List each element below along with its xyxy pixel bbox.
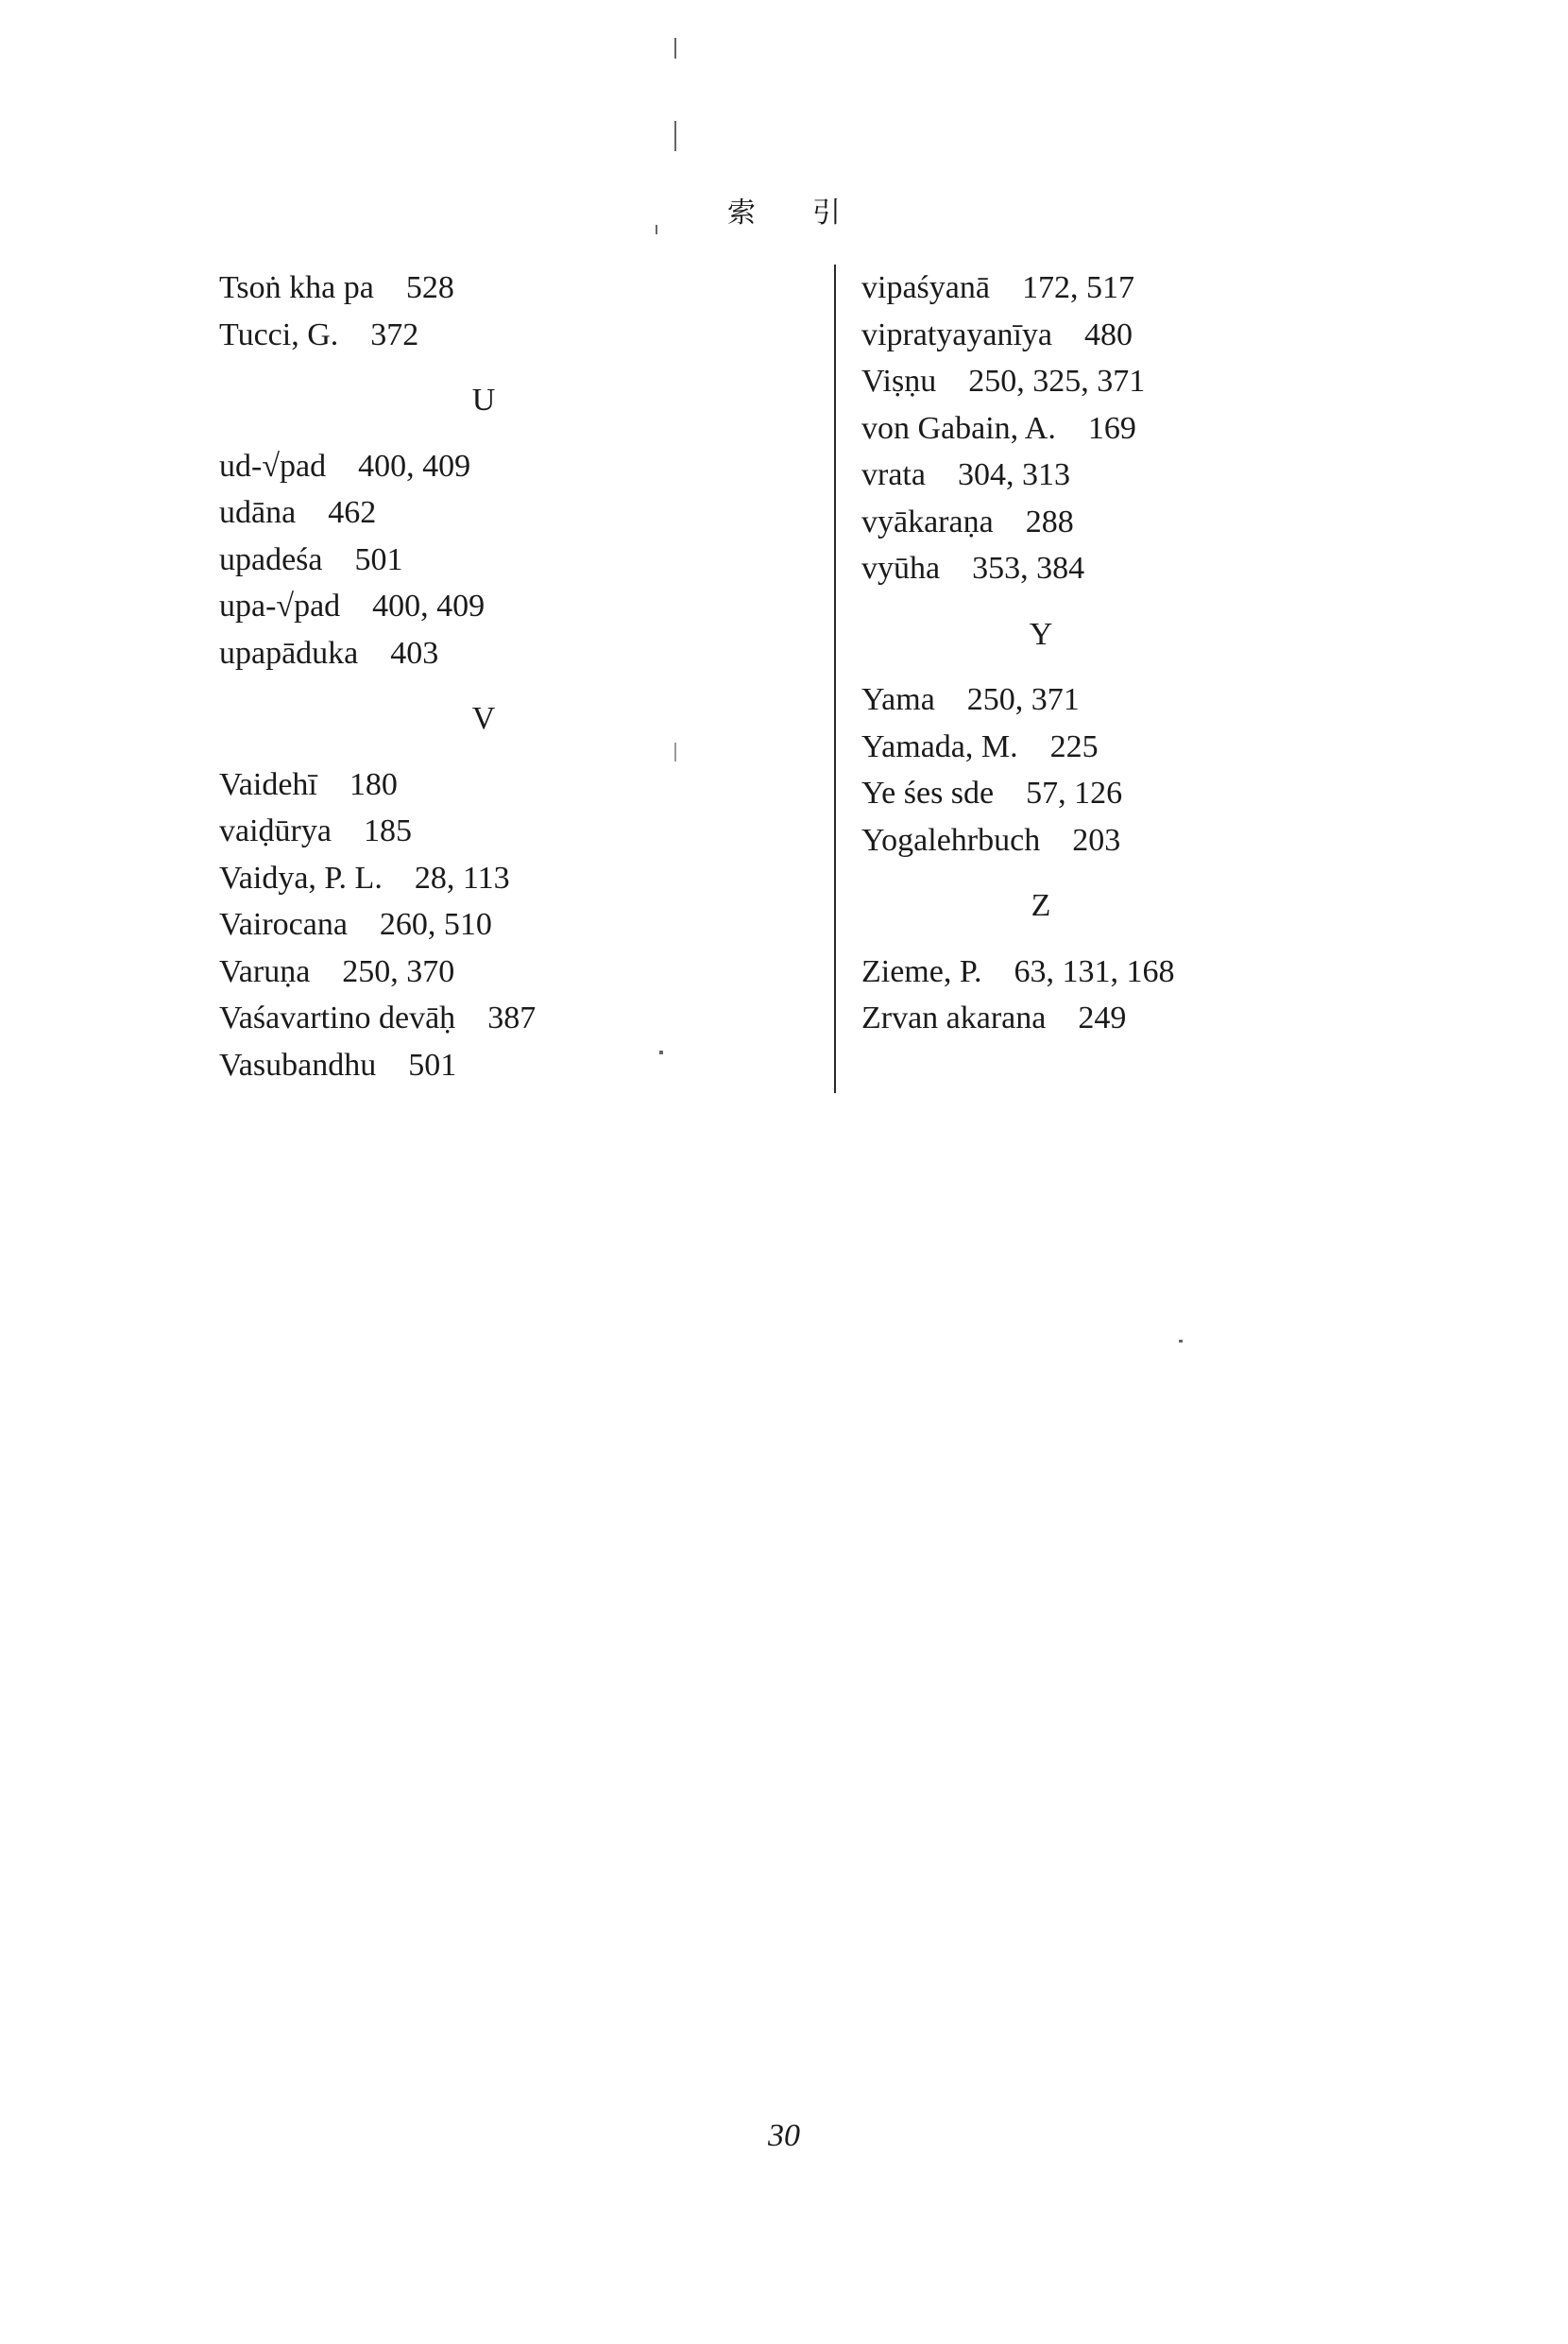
section-letter-u: U — [471, 383, 496, 418]
index-entry — [219, 1042, 824, 1089]
index-pages: 249 — [1078, 1001, 1127, 1035]
index-entry — [219, 265, 824, 312]
index-pages: 250, 370 — [342, 953, 455, 989]
index-term: ud-√pad — [219, 448, 327, 484]
index-entry — [861, 676, 1296, 724]
index-term: Vaidehī — [219, 766, 317, 802]
index-term: Yamada, M. — [861, 728, 1018, 764]
index-column-right — [861, 265, 1296, 1042]
index-entry — [861, 545, 1296, 592]
index-pages: 225 — [1049, 728, 1099, 764]
index-entry — [861, 724, 1296, 771]
index-entry — [219, 443, 824, 490]
column-divider — [834, 265, 836, 1093]
scan-speck — [674, 121, 676, 151]
index-term: Varuṇa — [219, 953, 311, 989]
index-entry — [219, 583, 824, 630]
index-pages: 28, 113 — [414, 860, 510, 896]
index-entry — [861, 770, 1296, 817]
running-head — [0, 189, 1568, 231]
index-entry — [861, 452, 1296, 499]
index-pages: 288 — [1025, 504, 1074, 539]
index-term: Zieme, P. — [861, 953, 982, 989]
index-term: Vaśavartino devāḥ — [219, 1001, 456, 1035]
index-pages: 63, 131, 168 — [1014, 953, 1175, 989]
scan-speck — [674, 743, 676, 761]
index-pages: 185 — [363, 813, 412, 848]
index-term: vaiḍūrya — [219, 813, 332, 848]
index-term: Vairocana — [219, 907, 348, 942]
index-entry — [861, 312, 1296, 359]
index-entry — [219, 855, 824, 902]
index-entry — [861, 995, 1296, 1042]
index-entry — [219, 808, 824, 855]
index-term: vipratyayanīya — [861, 317, 1053, 352]
index-entry — [219, 995, 824, 1042]
index-term: upa-√pad — [219, 589, 341, 624]
index-pages: 172, 517 — [1021, 270, 1134, 305]
index-pages: 387 — [487, 1001, 537, 1035]
index-entry — [219, 949, 824, 996]
index-term: Vasubandhu — [219, 1047, 377, 1083]
index-pages: 501 — [354, 541, 403, 577]
index-entry — [861, 499, 1296, 546]
index-entry — [219, 537, 824, 584]
scan-speck — [659, 1051, 663, 1054]
index-entry — [861, 405, 1296, 453]
index-term: vrata — [861, 457, 926, 492]
index-pages: 403 — [390, 635, 439, 671]
index-term: upapāduka — [219, 635, 359, 671]
index-entry — [861, 949, 1296, 996]
index-column-left — [219, 265, 824, 1088]
running-head-left: 索 — [727, 197, 756, 230]
index-pages: 304, 313 — [957, 457, 1070, 492]
index-entry — [861, 358, 1296, 405]
index-term: vyākaraṇa — [861, 504, 994, 539]
index-term: Zrvan akarana — [861, 1001, 1047, 1035]
index-pages: 462 — [328, 495, 377, 530]
index-term: von Gabain, A. — [861, 410, 1056, 446]
section-letter-v: V — [471, 701, 496, 736]
index-pages: 250, 325, 371 — [968, 364, 1146, 399]
scan-speck — [1179, 1340, 1183, 1343]
index-entry — [219, 761, 824, 809]
running-head-right: 引 — [812, 197, 841, 230]
index-pages: 57, 126 — [1026, 776, 1123, 811]
index-entry — [219, 901, 824, 949]
index-entry — [219, 630, 824, 677]
index-pages: 400, 409 — [372, 589, 486, 624]
index-pages: 480 — [1084, 317, 1133, 352]
index-term: udāna — [219, 495, 297, 530]
index-pages: 501 — [408, 1047, 457, 1083]
scan-speck — [674, 38, 676, 59]
index-pages: 353, 384 — [972, 551, 1085, 586]
index-term: Tsoṅ kha pa — [219, 270, 374, 305]
index-term: vipaśyanā — [861, 270, 990, 305]
index-term: Yogalehrbuch — [861, 822, 1041, 858]
index-term: Ye śes sde — [861, 776, 995, 811]
index-pages: 528 — [405, 270, 454, 305]
scan-speck — [656, 225, 657, 234]
index-pages: 250, 371 — [966, 682, 1080, 717]
index-pages: 169 — [1087, 410, 1136, 446]
page-number: 30 — [768, 2118, 800, 2153]
index-term: Viṣṇu — [861, 364, 937, 399]
index-pages: 203 — [1072, 822, 1121, 858]
section-letter-z: Z — [1031, 888, 1051, 923]
index-term: vyūha — [861, 551, 941, 586]
index-pages: 372 — [370, 317, 419, 352]
section-letter-y: Y — [1029, 616, 1053, 652]
index-term: upadeśa — [219, 541, 323, 577]
index-term: Tucci, G. — [219, 317, 339, 352]
index-pages: 260, 510 — [379, 907, 492, 942]
index-pages: 180 — [349, 766, 398, 802]
index-entry — [861, 817, 1296, 864]
index-entry — [861, 265, 1296, 312]
index-term: Vaidya, P. L. — [219, 860, 383, 896]
index-term: Yama — [861, 682, 935, 717]
index-entry — [219, 312, 824, 359]
index-entry — [219, 489, 824, 537]
index-pages: 400, 409 — [358, 448, 471, 484]
